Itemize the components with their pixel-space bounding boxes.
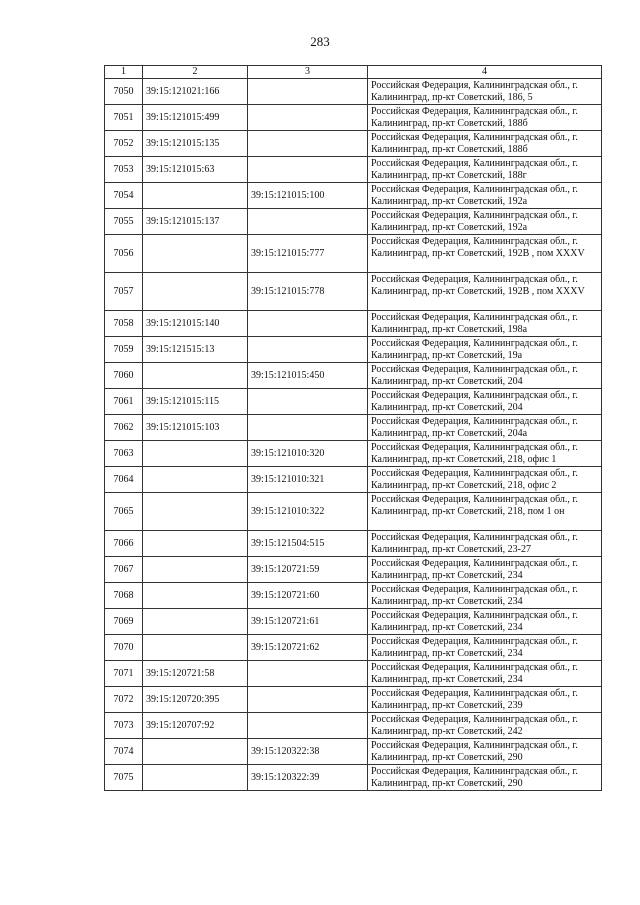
cell-cadastral-number-alt: [248, 661, 368, 687]
row-number: 7068: [105, 583, 143, 609]
table-row: [105, 765, 602, 791]
row-number: 7051: [105, 105, 143, 131]
cell-cadastral-number: [143, 273, 248, 311]
table-row: [105, 493, 602, 531]
cell-address: Российская Федерация, Калининградская обл., г. Калининград, пр-кт Советский, 234: [368, 635, 602, 661]
cell-address: Российская Федерация, Калининградская обл., г. Калининград, пр-кт Советский, 19а: [368, 337, 602, 363]
cell-address: Российская Федерация, Калининградская обл., г. Калининград, пр-кт Советский, 290: [368, 765, 602, 791]
row-number: 7074: [105, 739, 143, 765]
cell-cadastral-number-alt: 39:15:121015:450: [248, 363, 368, 389]
cell-cadastral-number-alt: 39:15:121010:322: [248, 493, 368, 531]
cell-address: Российская Федерация, Калининградская обл., г. Калининград, пр-кт Советский, 234: [368, 557, 602, 583]
cell-cadastral-number-alt: [248, 713, 368, 739]
row-number: 7058: [105, 311, 143, 337]
table-row: [105, 441, 602, 467]
table-row: [105, 531, 602, 557]
table-row: [105, 635, 602, 661]
cell-cadastral-number: [143, 235, 248, 273]
table-row: [105, 583, 602, 609]
table-row: [105, 389, 602, 415]
table-row: [105, 157, 602, 183]
row-number: 7053: [105, 157, 143, 183]
cell-cadastral-number-alt: [248, 389, 368, 415]
cell-address: Российская Федерация, Калининградская обл., г. Калининград, пр-кт Советский, 218, офис 1: [368, 441, 602, 467]
cell-cadastral-number: 39:15:120720:395: [143, 687, 248, 713]
table-row: [105, 739, 602, 765]
cell-cadastral-number-alt: [248, 687, 368, 713]
header-col-3: 3: [248, 66, 368, 79]
cell-cadastral-number-alt: [248, 131, 368, 157]
cell-cadastral-number-alt: 39:15:120322:38: [248, 739, 368, 765]
cell-cadastral-number-alt: 39:15:120721:60: [248, 583, 368, 609]
table-row: [105, 557, 602, 583]
cell-address: Российская Федерация, Калининградская обл., г. Калининград, пр-кт Советский, 192а: [368, 183, 602, 209]
cell-address: Российская Федерация, Калининградская обл., г. Калининград, пр-кт Советский, 218, офис 2: [368, 467, 602, 493]
cell-address: Российская Федерация, Калининградская обл., г. Калининград, пр-кт Советский, 239: [368, 687, 602, 713]
row-number: 7063: [105, 441, 143, 467]
cell-cadastral-number-alt: 39:15:121010:320: [248, 441, 368, 467]
cell-address: Российская Федерация, Калининградская обл., г. Калининград, пр-кт Советский, 204: [368, 389, 602, 415]
row-number: 7050: [105, 79, 143, 105]
header-row: [105, 66, 602, 79]
cell-cadastral-number-alt: [248, 415, 368, 441]
table-row: [105, 363, 602, 389]
row-number: 7061: [105, 389, 143, 415]
cell-address: Российская Федерация, Калининградская обл., г. Калининград, пр-кт Советский, 192а: [368, 209, 602, 235]
cell-cadastral-number-alt: [248, 209, 368, 235]
cell-cadastral-number: [143, 531, 248, 557]
row-number: 7073: [105, 713, 143, 739]
table-row: [105, 105, 602, 131]
cell-cadastral-number: [143, 363, 248, 389]
table-row: [105, 661, 602, 687]
row-number: 7065: [105, 493, 143, 531]
cell-address: Российская Федерация, Калининградская обл., г. Калининград, пр-кт Советский, 188г: [368, 157, 602, 183]
header-col-2: 2: [143, 66, 248, 79]
row-number: 7056: [105, 235, 143, 273]
cell-address: Российская Федерация, Калининградская обл., г. Калининград, пр-кт Советский, 192В , пом XXXV: [368, 235, 602, 273]
registry-table: [104, 65, 602, 791]
cell-cadastral-number: 39:15:120707:92: [143, 713, 248, 739]
cell-cadastral-number: [143, 609, 248, 635]
table-row: [105, 79, 602, 105]
cell-cadastral-number: [143, 467, 248, 493]
cell-cadastral-number-alt: [248, 311, 368, 337]
cell-address: Российская Федерация, Калининградская обл., г. Калининград, пр-кт Советский, 186, 5: [368, 79, 602, 105]
cell-cadastral-number-alt: 39:15:121010:321: [248, 467, 368, 493]
row-number: 7070: [105, 635, 143, 661]
table-body: [105, 79, 602, 791]
cell-cadastral-number: [143, 183, 248, 209]
cell-cadastral-number: 39:15:120721:58: [143, 661, 248, 687]
cell-cadastral-number-alt: 39:15:120721:59: [248, 557, 368, 583]
table-row: [105, 687, 602, 713]
cell-cadastral-number: 39:15:121015:137: [143, 209, 248, 235]
cell-address: Российская Федерация, Калининградская обл., г. Калининград, пр-кт Советский, 192В , пом XXXV: [368, 273, 602, 311]
table-row: [105, 183, 602, 209]
cell-address: Российская Федерация, Калининградская обл., г. Калининград, пр-кт Советский, 204а: [368, 415, 602, 441]
row-number: 7052: [105, 131, 143, 157]
cell-cadastral-number: 39:15:121015:135: [143, 131, 248, 157]
table-row: [105, 713, 602, 739]
cell-cadastral-number: 39:15:121021:166: [143, 79, 248, 105]
page-number: 283: [310, 34, 330, 49]
table-row: [105, 131, 602, 157]
row-number: 7060: [105, 363, 143, 389]
cell-cadastral-number-alt: [248, 157, 368, 183]
cell-cadastral-number: 39:15:121015:140: [143, 311, 248, 337]
row-number: 7066: [105, 531, 143, 557]
cell-address: Российская Федерация, Калининградская обл., г. Калининград, пр-кт Советский, 23-27: [368, 531, 602, 557]
cell-address: Российская Федерация, Калининградская обл., г. Калининград, пр-кт Советский, 204: [368, 363, 602, 389]
row-number: 7075: [105, 765, 143, 791]
cell-address: Российская Федерация, Калининградская обл., г. Калининград, пр-кт Советский, 234: [368, 609, 602, 635]
cell-cadastral-number: [143, 557, 248, 583]
cell-cadastral-number: 39:15:121015:115: [143, 389, 248, 415]
cell-cadastral-number-alt: 39:15:120721:62: [248, 635, 368, 661]
row-number: 7071: [105, 661, 143, 687]
cell-cadastral-number-alt: [248, 79, 368, 105]
cell-cadastral-number-alt: 39:15:121504:515: [248, 531, 368, 557]
header-col-1: 1: [105, 66, 143, 79]
cell-address: Российская Федерация, Калининградская обл., г. Калининград, пр-кт Советский, 218, пом 1 он: [368, 493, 602, 531]
row-number: 7057: [105, 273, 143, 311]
row-number: 7062: [105, 415, 143, 441]
table-row: [105, 209, 602, 235]
cell-cadastral-number-alt: 39:15:120322:39: [248, 765, 368, 791]
table-row: [105, 337, 602, 363]
row-number: 7072: [105, 687, 143, 713]
cell-address: Российская Федерация, Калининградская обл., г. Калининград, пр-кт Советский, 198а: [368, 311, 602, 337]
row-number: 7054: [105, 183, 143, 209]
row-number: 7069: [105, 609, 143, 635]
header-col-4: 4: [368, 66, 602, 79]
row-number: 7055: [105, 209, 143, 235]
table-row: [105, 415, 602, 441]
cell-cadastral-number-alt: 39:15:121015:777: [248, 235, 368, 273]
table-row: [105, 609, 602, 635]
table-row: [105, 311, 602, 337]
cell-cadastral-number-alt: 39:15:121015:100: [248, 183, 368, 209]
cell-cadastral-number: 39:15:121015:499: [143, 105, 248, 131]
cell-cadastral-number-alt: [248, 105, 368, 131]
table-row: [105, 273, 602, 311]
cell-cadastral-number: [143, 765, 248, 791]
cell-address: Российская Федерация, Калининградская обл., г. Калининград, пр-кт Советский, 234: [368, 583, 602, 609]
cell-cadastral-number: [143, 635, 248, 661]
cell-address: Российская Федерация, Калининградская обл., г. Калининград, пр-кт Советский, 290: [368, 739, 602, 765]
row-number: 7067: [105, 557, 143, 583]
cell-cadastral-number: [143, 583, 248, 609]
cell-address: Российская Федерация, Калининградская обл., г. Калининград, пр-кт Советский, 242: [368, 713, 602, 739]
cell-cadastral-number-alt: [248, 337, 368, 363]
cell-cadastral-number: [143, 493, 248, 531]
cell-cadastral-number: 39:15:121515:13: [143, 337, 248, 363]
cell-cadastral-number-alt: 39:15:121015:778: [248, 273, 368, 311]
cell-address: Российская Федерация, Калининградская обл., г. Калининград, пр-кт Советский, 188б: [368, 131, 602, 157]
cell-cadastral-number: 39:15:121015:103: [143, 415, 248, 441]
table-row: [105, 235, 602, 273]
cell-address: Российская Федерация, Калининградская обл., г. Калининград, пр-кт Советский, 234: [368, 661, 602, 687]
cell-cadastral-number: [143, 739, 248, 765]
cell-cadastral-number-alt: 39:15:120721:61: [248, 609, 368, 635]
cell-cadastral-number: 39:15:121015:63: [143, 157, 248, 183]
table-row: [105, 467, 602, 493]
cell-cadastral-number: [143, 441, 248, 467]
row-number: 7064: [105, 467, 143, 493]
row-number: 7059: [105, 337, 143, 363]
cell-address: Российская Федерация, Калининградская обл., г. Калининград, пр-кт Советский, 188б: [368, 105, 602, 131]
